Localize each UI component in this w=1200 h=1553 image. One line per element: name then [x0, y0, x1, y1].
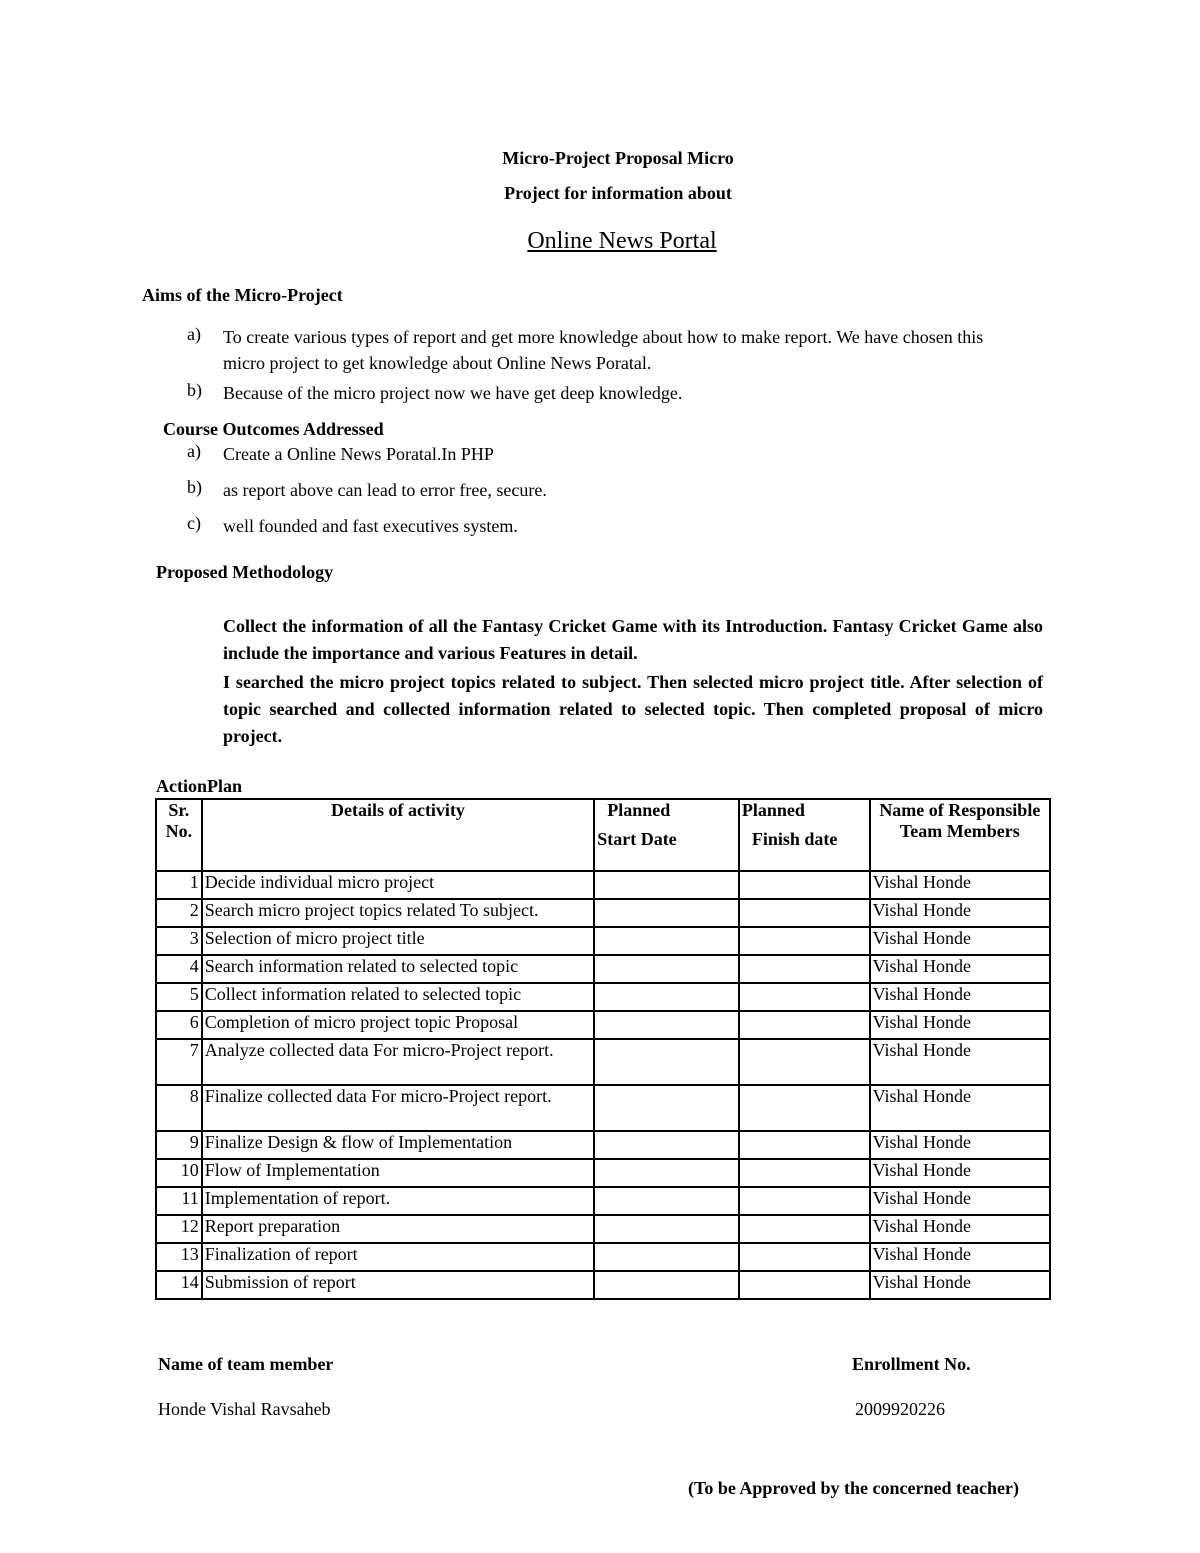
table-row: [156, 871, 1050, 899]
methodology-paragraph-2: I searched the micro project topics related to subject. Then selected micro project title. After selection of topic searched and collected information related to selected topic. Then completed proposal of micro project.: [223, 672, 1043, 746]
header-line-1: Micro-Project Proposal Micro: [502, 148, 734, 168]
row-start-date-cell: [594, 1039, 739, 1085]
row-member-cell: Vishal Honde: [870, 983, 1050, 1011]
row-member-cell: Vishal Honde: [870, 955, 1050, 983]
row-sr-cell: 2: [156, 899, 202, 927]
table-row: [156, 899, 1050, 927]
table-row: [156, 1215, 1050, 1243]
row-activity-cell: Selection of micro project title: [202, 927, 594, 955]
list-item-text: Because of the micro project now we have get deep knowledge.: [223, 383, 683, 403]
planned-finish-line-2: Finish date: [751, 829, 838, 849]
row-activity-cell: Decide individual micro project: [202, 871, 594, 899]
list-item-text: as report above can lead to error free, secure.: [223, 480, 547, 500]
row-member-cell: Vishal Honde: [870, 1039, 1050, 1085]
row-start-date-cell: [594, 1243, 739, 1271]
row-finish-date-cell: [739, 1187, 870, 1215]
row-activity-cell: Collect information related to selected topic: [202, 983, 594, 1011]
row-member-cell: Vishal Honde: [870, 1215, 1050, 1243]
table-row: [156, 1243, 1050, 1271]
table-row: [156, 1187, 1050, 1215]
list-item: [187, 441, 1017, 467]
row-start-date-cell: [594, 1011, 739, 1039]
list-item: [187, 380, 1017, 406]
list-item-text: well founded and fast executives system.: [223, 516, 518, 536]
row-start-date-cell: [594, 899, 739, 927]
row-sr-cell: 4: [156, 955, 202, 983]
row-start-date-cell: [594, 955, 739, 983]
list-item: [187, 324, 1017, 376]
row-finish-date-cell: [739, 1271, 870, 1299]
list-item-text: To create various types of report and get more knowledge about how to make report. We have chosen this micro project to get knowledge about Online News Poratal.: [223, 327, 984, 373]
row-finish-date-cell: [739, 1243, 870, 1271]
table-row: [156, 1159, 1050, 1187]
row-activity-cell: Finalize collected data For micro-Project report.: [202, 1085, 594, 1131]
row-activity-cell: Submission of report: [202, 1271, 594, 1299]
row-activity-cell: Finalize Design & flow of Implementation: [202, 1131, 594, 1159]
approval-note: (To be Approved by the concerned teacher): [688, 1478, 1019, 1498]
row-member-cell: Vishal Honde: [870, 927, 1050, 955]
action-plan-table: [155, 798, 1051, 1300]
planned-finish-line-1: Planned: [741, 800, 805, 820]
row-sr-cell: 6: [156, 1011, 202, 1039]
row-finish-date-cell: [739, 1039, 870, 1085]
row-start-date-cell: [594, 1131, 739, 1159]
row-member-cell: Vishal Honde: [870, 1159, 1050, 1187]
row-sr-cell: 5: [156, 983, 202, 1011]
table-row: [156, 1011, 1050, 1039]
team-name-label: Name of team member: [158, 1354, 334, 1374]
row-activity-cell: Finalization of report: [202, 1243, 594, 1271]
planned-start-line-2: Start Date: [597, 829, 677, 849]
row-start-date-cell: [594, 1187, 739, 1215]
row-start-date-cell: [594, 1085, 739, 1131]
row-member-cell: Vishal Honde: [870, 1085, 1050, 1131]
col-members-header: Name of Responsible Team Members: [870, 799, 1050, 871]
row-finish-date-cell: [739, 1215, 870, 1243]
row-activity-cell: Analyze collected data For micro-Project report.: [202, 1039, 594, 1085]
list-item: [187, 477, 1017, 503]
header-line-2: Project for information about: [504, 183, 732, 203]
enrollment-number: 2009920226: [855, 1399, 945, 1419]
list-marker: b): [187, 380, 202, 400]
row-member-cell: Vishal Honde: [870, 1187, 1050, 1215]
list-item-text: Create a Online News Poratal.In PHP: [223, 444, 494, 464]
row-finish-date-cell: [739, 871, 870, 899]
list-marker: a): [187, 324, 201, 344]
row-activity-cell: Completion of micro project topic Proposal: [202, 1011, 594, 1039]
row-activity-cell: Implementation of report.: [202, 1187, 594, 1215]
table-row: [156, 1039, 1050, 1085]
row-sr-cell: 3: [156, 927, 202, 955]
row-sr-cell: 12: [156, 1215, 202, 1243]
row-activity-cell: Search information related to selected topic: [202, 955, 594, 983]
outcomes-list: [187, 441, 1017, 539]
row-finish-date-cell: [739, 899, 870, 927]
enrollment-label: Enrollment No.: [852, 1354, 971, 1374]
row-member-cell: Vishal Honde: [870, 1271, 1050, 1299]
row-member-cell: Vishal Honde: [870, 1131, 1050, 1159]
table-row: [156, 1085, 1050, 1131]
row-member-cell: Vishal Honde: [870, 899, 1050, 927]
list-marker: c): [187, 513, 201, 533]
col-planned-start-header: [594, 799, 739, 871]
row-start-date-cell: [594, 927, 739, 955]
row-start-date-cell: [594, 871, 739, 899]
row-activity-cell: Report preparation: [202, 1215, 594, 1243]
row-activity-cell: Search micro project topics related To subject.: [202, 899, 594, 927]
row-activity-cell: Flow of Implementation: [202, 1159, 594, 1187]
planned-start-line-1: Planned: [607, 800, 671, 820]
row-start-date-cell: [594, 983, 739, 1011]
row-finish-date-cell: [739, 927, 870, 955]
row-sr-cell: 1: [156, 871, 202, 899]
row-sr-cell: 13: [156, 1243, 202, 1271]
list-marker: a): [187, 441, 201, 461]
list-marker: b): [187, 477, 202, 497]
table-row: [156, 983, 1050, 1011]
row-start-date-cell: [594, 1159, 739, 1187]
table-row: [156, 1131, 1050, 1159]
col-planned-finish-header: [739, 799, 870, 871]
row-start-date-cell: [594, 1271, 739, 1299]
row-member-cell: Vishal Honde: [870, 871, 1050, 899]
col-details-header: Details of activity: [202, 799, 594, 871]
row-sr-cell: 8: [156, 1085, 202, 1131]
aims-list: [187, 324, 1017, 406]
row-member-cell: Vishal Honde: [870, 1011, 1050, 1039]
page-title: Online News Portal: [527, 228, 717, 254]
row-finish-date-cell: [739, 1085, 870, 1131]
row-finish-date-cell: [739, 1159, 870, 1187]
action-plan-heading: ActionPlan: [156, 776, 243, 796]
row-sr-cell: 11: [156, 1187, 202, 1215]
table-row: [156, 955, 1050, 983]
outcomes-heading: Course Outcomes Addressed: [163, 419, 384, 439]
row-finish-date-cell: [739, 983, 870, 1011]
row-sr-cell: 9: [156, 1131, 202, 1159]
methodology-heading: Proposed Methodology: [156, 562, 334, 582]
table-row: [156, 927, 1050, 955]
row-finish-date-cell: [739, 955, 870, 983]
list-item: [187, 513, 1017, 539]
col-sr-header: Sr. No.: [156, 799, 202, 871]
row-sr-cell: 14: [156, 1271, 202, 1299]
row-sr-cell: 7: [156, 1039, 202, 1085]
row-member-cell: Vishal Honde: [870, 1243, 1050, 1271]
row-finish-date-cell: [739, 1131, 870, 1159]
aims-heading: Aims of the Micro-Project: [142, 285, 343, 305]
row-finish-date-cell: [739, 1011, 870, 1039]
table-header-row: [156, 799, 1050, 871]
methodology-paragraph-1: Collect the information of all the Fantasy Cricket Game with its Introduction. Fantasy Cricket Game also include the importance and various Features in detail.: [223, 616, 1043, 663]
table-row: [156, 1271, 1050, 1299]
row-start-date-cell: [594, 1215, 739, 1243]
row-sr-cell: 10: [156, 1159, 202, 1187]
team-member-name: Honde Vishal Ravsaheb: [158, 1399, 331, 1419]
